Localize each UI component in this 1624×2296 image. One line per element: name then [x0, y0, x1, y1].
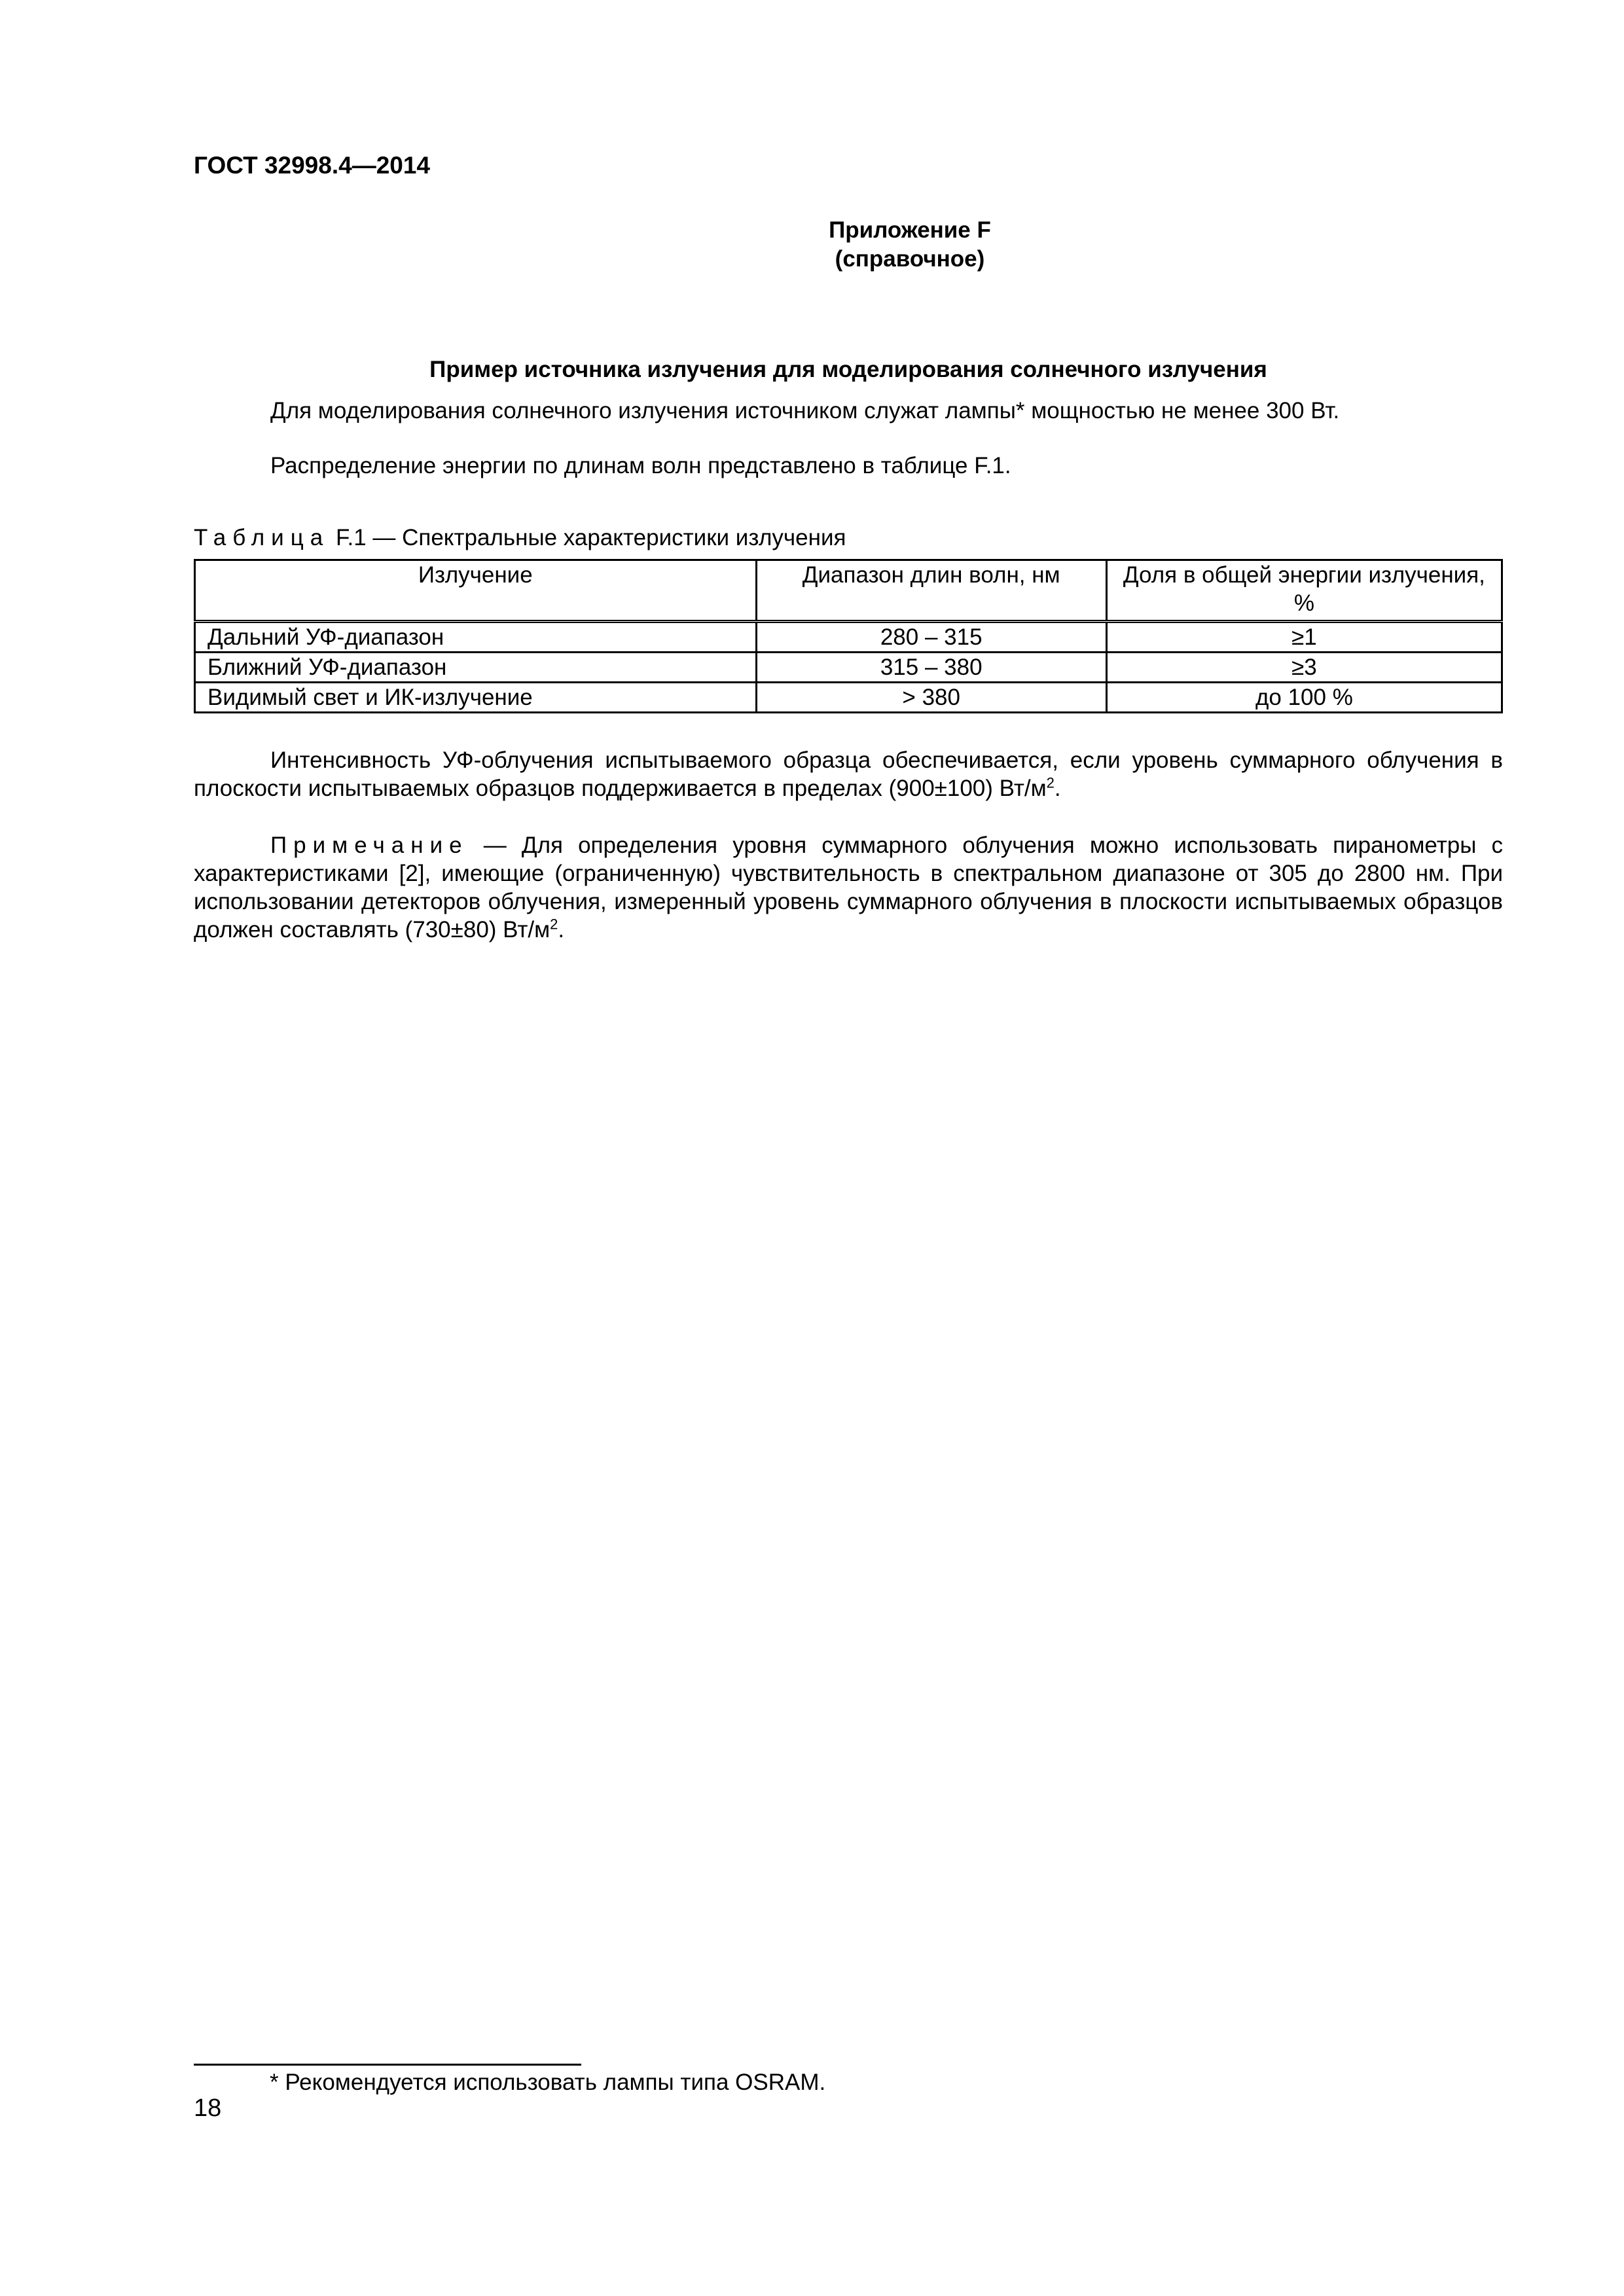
footnote-divider — [194, 2064, 581, 2066]
footnote: * Рекомендуется использовать лампы типа OSRAM. — [270, 2070, 826, 2095]
paragraph-distribution: Распределение энергии по длинам волн представлено в таблице F.1. — [270, 453, 1011, 478]
table-header-row — [195, 560, 1502, 622]
cell-energy-share: ≥1 — [1106, 622, 1502, 653]
cell-radiation: Ближний УФ-диапазон — [195, 653, 757, 683]
appendix-kind: (справочное) — [835, 246, 985, 272]
note-end: . — [558, 917, 565, 942]
intensity-text: Интенсивность УФ-облучения испытываемого образца обеспечивается, если уровень суммарного облучения в плоскости испытываемых образцов поддерживается в пределах (900±100) Вт/м — [194, 747, 1503, 801]
cell-radiation: Видимый свет и ИК-излучение — [195, 683, 757, 713]
spectral-table — [194, 559, 1503, 713]
paragraph-intensity — [194, 746, 1503, 802]
paragraph-lamps: Для моделирования солнечного излучения источником служат лампы* мощностью не менее 300 Вт. — [270, 398, 1340, 423]
table-caption-label: Таблица — [194, 525, 330, 550]
table-row — [195, 683, 1502, 713]
cell-radiation: Дальний УФ-диапазон — [195, 622, 757, 653]
note-superscript: 2 — [550, 916, 558, 933]
table-caption — [194, 525, 846, 551]
intensity-superscript: 2 — [1046, 774, 1055, 791]
table-caption-text: F.1 — Спектральные характеристики излучения — [335, 525, 846, 550]
note-paragraph — [194, 831, 1503, 944]
cell-energy-share: до 100 % — [1106, 683, 1502, 713]
page-number: 18 — [194, 2094, 222, 2122]
cell-wavelength: 280 – 315 — [756, 622, 1106, 653]
cell-energy-share: ≥3 — [1106, 653, 1502, 683]
section-title: Пример источника излучения для моделирования солнечного излучения — [429, 357, 1267, 382]
appendix-heading — [655, 216, 1165, 274]
cell-wavelength: > 380 — [756, 683, 1106, 713]
intensity-end: . — [1054, 776, 1061, 801]
note-label: Примечание — [270, 833, 469, 858]
cell-wavelength: 315 – 380 — [756, 653, 1106, 683]
header-wavelength: Диапазон длин волн, нм — [756, 560, 1106, 622]
document-header: ГОСТ 32998.4—2014 — [194, 152, 431, 179]
table-row — [195, 653, 1502, 683]
appendix-title: Приложение F — [829, 217, 991, 243]
table-row — [195, 622, 1502, 653]
header-radiation: Излучение — [195, 560, 757, 622]
header-energy-share: Доля в общей энергии излучения, % — [1106, 560, 1502, 622]
note-text: — Для определения уровня суммарного облучения можно использовать пиранометры с характеристиками [2], имеющие (ограниченную) чувствительность в спектральном диапазоне от 305 до 2800 нм. При использовании детекторов облучения, измеренный уровень суммарного облучения в плоскости испытываемых образцов должен составлять (730±80) Вт/м — [194, 833, 1503, 942]
